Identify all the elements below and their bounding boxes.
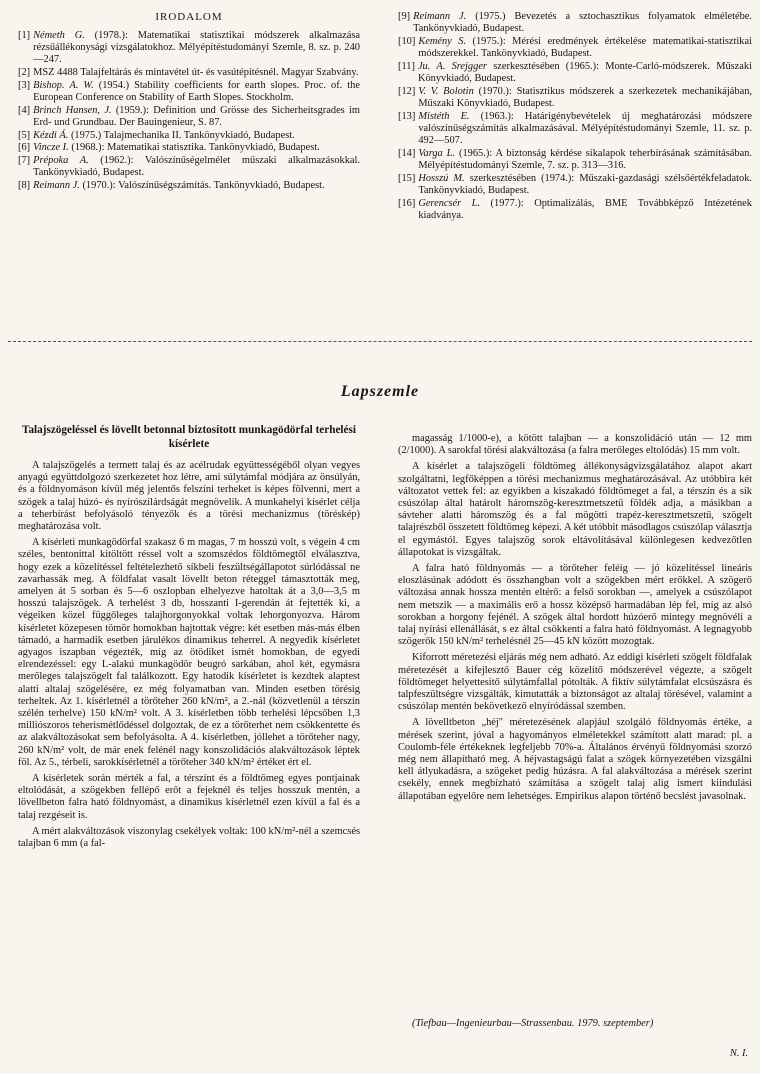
- reference-number: [1]: [18, 30, 31, 41]
- reference-text: [418, 148, 752, 172]
- reference-author: Gerencsér L.: [418, 197, 481, 209]
- reference-author: V. V. Bolotin: [418, 85, 474, 97]
- section-title: Lapszemle: [340, 383, 420, 400]
- reference-author: Bishop. A. W.: [33, 79, 94, 91]
- reference-author: Mistéth E.: [418, 110, 470, 122]
- reference-author: Reimann J.: [33, 179, 80, 191]
- reference-author: Hosszú M.: [418, 172, 465, 184]
- reference-number: [9]: [398, 11, 411, 22]
- reference-number: [12]: [398, 85, 416, 97]
- reference-number: [7]: [18, 155, 31, 167]
- reference-item: [18, 30, 360, 67]
- reference-number: [5]: [18, 129, 31, 141]
- reference-item: [18, 105, 360, 129]
- reference-text: [418, 61, 752, 85]
- reference-item: [18, 130, 360, 142]
- reference-text: [33, 80, 360, 104]
- reference-item: [398, 36, 752, 60]
- reference-author: Reimann J.: [413, 11, 467, 22]
- references-right-column: [398, 11, 752, 222]
- reference-item: [398, 198, 752, 222]
- references-left-column: [18, 30, 360, 193]
- reference-details: (1975.) Talajmechanika II. Tankönyvkiadó, Budapest.: [68, 129, 295, 141]
- reference-author: Varga L.: [418, 147, 456, 159]
- reference-item: [398, 148, 752, 172]
- reference-text: [33, 67, 360, 79]
- reference-item: [398, 111, 752, 148]
- reference-number: [16]: [398, 197, 416, 209]
- reference-number: [4]: [18, 104, 31, 116]
- reference-details: szerkesztésében (1974.): Műszaki-gazdasági szélsőértékfeladatok. Tankönyvkiadó, Budapest.: [418, 172, 752, 196]
- reference-author: Prépoka A.: [33, 155, 89, 167]
- reference-details: (1970.): Valószínűségszámítás. Tankönyvkiadó, Budapest.: [79, 179, 325, 191]
- reference-number: [3]: [18, 79, 31, 91]
- reference-number: [6]: [18, 142, 31, 154]
- reference-details: (1959.): Definition und Grösse des Sicherheitsgrades im Erd- und Grundbau. Der Bauingenieur, S. 87.: [33, 104, 360, 128]
- reference-number: [13]: [398, 110, 416, 122]
- reference-item: [18, 80, 360, 104]
- reference-details: MSZ 4488 Talajfeltárás és mintavétel út- és vasútépítésnél. Magyar Szabvány.: [33, 67, 359, 79]
- reference-details: (1978.): Matematikai statisztikai módszerek alkalmazása rézsűállékonysági vizsgálatokhoz. Mélyépítéstudományi Szemle, 8. sz. p. 240—247.: [33, 30, 360, 66]
- article-source: (Tiefbau—Ingenieurbau—Strassenbau. 1979. szeptember): [412, 1018, 654, 1029]
- reference-details: (1962.): Valószínűségelmélet műszaki alkalmazásokkal. Tankönyvkiadó, Budapest.: [33, 155, 361, 179]
- reference-item: [18, 180, 360, 192]
- reference-text: [413, 11, 752, 35]
- reference-author: Kézdi Á.: [33, 129, 69, 141]
- reference-text: [33, 105, 360, 129]
- reference-number: [14]: [398, 147, 416, 159]
- reference-author: Kemény S.: [418, 35, 467, 47]
- reference-details: (1977.): Optimalizálás, BME Továbbképző Intézetének kiadványa.: [418, 197, 752, 221]
- reference-item: [18, 67, 360, 79]
- article-title: Talajszögeléssel és lövellt betonnal biztosított munkagödörfal terhelési kísérlete: [22, 424, 356, 450]
- article-paragraph: A lövelltbeton „héj" méretezésének alapjául szolgáló földnyomás értéke, a mérések szerint, jóval a hagyományos elméletekkel számított alatt marad: pl. a Coulomb-féle értékeknek legfeljebb 70%-a. Általános érvényű földnyomási szorzó még nem állapítható meg. A héjvastagságú falat a szögek környezetében vizsgálni kell átlyukadásra, a szögeket pedig húzásra. A fal alakváltozása a mérések szerint csekély, ennek megbízható számítása a szögelt talaj alig ismert kiindulási állapotában egyelőre nem lehetséges. Empirikus alapon történő becslést javasolnak.: [398, 717, 752, 802]
- reference-item: [398, 11, 752, 35]
- reference-item: [398, 173, 752, 197]
- reference-author: Ju. A. Srejgger: [417, 60, 487, 72]
- reference-text: [33, 180, 360, 192]
- reference-author: Brinch Hansen, J.: [33, 104, 112, 116]
- reference-number: [11]: [398, 60, 415, 72]
- article-paragraph: A kísérletek során mérték a fal, a térszínt és a földtömeg egyes pontjainak eltolódását, a szögekben fellépő erőt a fejeknél és teljes hosszuk mentén, a lövellbeton falra ható földnyomást, a dinamikus kísérletnél ezen kívül a fal és a talaj rezgéseit is.: [18, 773, 360, 821]
- article-paragraph: A talajszögelés a termett talaj és az acélrudak együttességéből olyan vegyes anyagú együttdolgozó szerkezetet hoz létre, ami súlytámfal módjára az önsúlyán, és a földnyomáson kívül még jelentős felszíni terheket is képes fölvenni, mert a szögek a talaj húzó- és nyírószilárdságát megnövelik. A munkahelyi kísérlet célja a teherbírást befolyásoló tényezők és a törési mechanizmus (töréskép) meghatározása volt.: [18, 460, 360, 533]
- article-paragraph: Kiforrott méretezési eljárás még nem adható. Az eddigi kísérleti szögelt földfalak méretezését a kifejlesztő Bauer cég közelítő módszerével végezte, a szögelt földtömeget helyettesítő súlytámfallal pótolták. A fiktív súlytámfalat elcsúszásra és talpfeszültségre vizsgálták, kimutatták a biztonságot az altalaj törésével, valamint a csúszólap mentén bekövetkező elnyíródással szemben.: [398, 652, 752, 713]
- reference-text: [33, 130, 360, 142]
- reference-text: [418, 36, 752, 60]
- reference-text: [33, 155, 360, 179]
- reference-text: [33, 30, 360, 67]
- article-paragraph: A falra ható földnyomás — a törőteher feléig — jó közelítéssel lineáris eloszlásúnak adódott és összhangban volt a szögekben mért erőkkel. A szögerő változása annak hossza mentén eltérő: a felső sorokban —, amelyek a csúszólapot nem metszik — a maximális erő a hossz középső harmadában lép fel, míg az alsó sorokban a horgony fejénél. A szögek által hordott húzóerő mintegy megnövéli a talaj nyírási ellenállását, s ez által csökkenti a falra ható földnyomást. A legnagyobb szögerők 150 kN/m² terhelésnél 25—45 kN között mozogtak.: [398, 563, 752, 648]
- article-paragraph: A kísérleti munkagödörfal szakasz 6 m magas, 7 m hosszú volt, s végein 4 cm széles, bentonittal kitöltött réssel volt a szomszédos földtömegtől elválasztva, hogy ezek a közelítéssel feltételezhető síkbeli feszültségállapotot súrlódással ne zavarhassák meg. A földfalat vasalt lövellt beton réteggel támasztották meg, amelyen át 5 sorban és 5—6 oszlopban elhelyezve hatoltak át a 3,0—3,5 m hosszú talajszögek. A terhelést 3 db, hosszanti I-gerendán át fejtették ki, a végeiken közel függőleges talajhorgonyokkal voltak lehorgonyozva. Három kísérletet közepesen tömör homokban hajtottak végre: két esetben más-más élben támadó, a harmadik esetben járulékos dinamikus teherrel. A negyedik kísérletet agyagos iszapban végezték, míg az ötödiket ismét homokban, de egyedi elrendezéssel: egy L-alakú munkagödör beugró sarkában, ahol két, egymásra merőleges talajszögelt fal találkozott. Egy hatodik kísérletet is kezdtek alaptest alatti altalaj szögelésére, ez még folyamatban van. Minden esetben törésig terheltek. Az 1. kísérletnél a törőteher 260 kN/m², a 2.-nál (közvetlenül a térszín szélén terhelve) 150 kN/m² volt. A 3. kísérletben több terhelési lépcsőben 1,3 milliószoros teherismétlődéssel dolgoztak, de ez a törőterhet nem csökkentette és az alakváltozásokat sem befolyásolta. A 4. kísérletben, jóllehet a törőteher nagy, 260 kN/m² volt, de már enek felénél nagy konszolidációs alakváltozások léptek föl. Az 5., térbeli, sarokkísérletnél a törőteher 340 kN/m² értéket ért el.: [18, 537, 360, 768]
- reference-author: Németh G.: [33, 30, 85, 41]
- reference-item: [398, 61, 752, 85]
- reference-details: szerkesztésében (1965.): Monte-Carló-módszerek. Műszaki Könyvkiadó, Budapest.: [417, 60, 752, 85]
- article-left-column: [18, 460, 360, 854]
- reference-number: [2]: [18, 67, 31, 79]
- reference-item: [18, 155, 360, 179]
- reference-item: [398, 86, 752, 110]
- reference-text: [418, 111, 752, 148]
- reference-details: (1970.): Statisztikus módszerek a szerkezetek mechanikájában, Műszaki Könyvkiadó, Budapest.: [418, 85, 752, 109]
- article-paragraph: magasság 1/1000-e), a kötött talajban — a konszolidáció után — 12 mm (2/1000). A sarokfal törési alakváltozása (a falra merőleges eltolódás) 15 mm volt.: [398, 433, 752, 457]
- reference-details: (1954.) Stability coefficients for earth slopes. Proc. of. the European Conference on Stability of Earth Slopes. Stockholm.: [33, 79, 360, 104]
- reference-number: [8]: [18, 179, 31, 191]
- reference-number: [10]: [398, 35, 416, 47]
- reference-text: [418, 173, 752, 197]
- reference-details: (1963.): Határigénybevételek új meghatározási módszere valószínűségszámítás alkalmazásával. Mélyépítéstudományi Szemle, 11. sz. p. 492—507.: [418, 110, 752, 147]
- reference-details: (1975.): Mérési eredmények értékelése matematikai-statisztikai módszerekkel. Tankönyvkiadó, Budapest.: [418, 35, 752, 60]
- reference-text: [33, 142, 360, 154]
- references-heading: IRODALOM: [155, 11, 223, 23]
- reference-text: [418, 198, 752, 222]
- reference-details: (1968.): Matematikai statisztika. Tankönyvkiadó, Budapest.: [68, 142, 320, 154]
- reference-details: (1965.): A biztonság kérdése síkalapok teherbírásának számításában. Mélyépítéstudományi Szemle, 7. sz. p. 313—316.: [418, 147, 753, 171]
- reference-number: [15]: [398, 172, 416, 184]
- reference-details: (1975.) Bevezetés a sztochasztikus folyamatok elméletébe. Tankönyvkiadó, Budapest.: [413, 11, 752, 35]
- reference-text: [418, 86, 752, 110]
- section-divider: [8, 341, 752, 342]
- reference-author: Vincze I.: [33, 142, 69, 154]
- article-right-column: [398, 433, 752, 807]
- article-paragraph: A kísérlet a talajszögeli földtömeg állékonyságvizsgálatához alapot akart szolgáltatni, legfőképpen a törési mechanizmus meghatározásával. Az utóbbira két változatot vettek fel: az egyikben a kiszakadó földtömeget a fal, a térszín és a sík csúszólap által határolt háromszög-keresztmetszetű földék adja, a másikban a sávteher alatti háromszög és a fal mögötti trapéz-keresztmetszetű, szögelt talajrészből összetett földtömeg képezi. A két utóbbit másodlagos csúszólap választja el egymástól. Egyes talajszög sorok eltávolításával különlegesen kedvezőtlen állapotokat is vizsgáltak.: [398, 461, 752, 558]
- author-initials: N. I.: [729, 1048, 748, 1059]
- reference-item: [18, 142, 360, 154]
- article-paragraph: A mért alakváltozások viszonylag csekélyek voltak: 100 kN/m²-nél a szemcsés talajban 6 mm (a fal-: [18, 825, 360, 850]
